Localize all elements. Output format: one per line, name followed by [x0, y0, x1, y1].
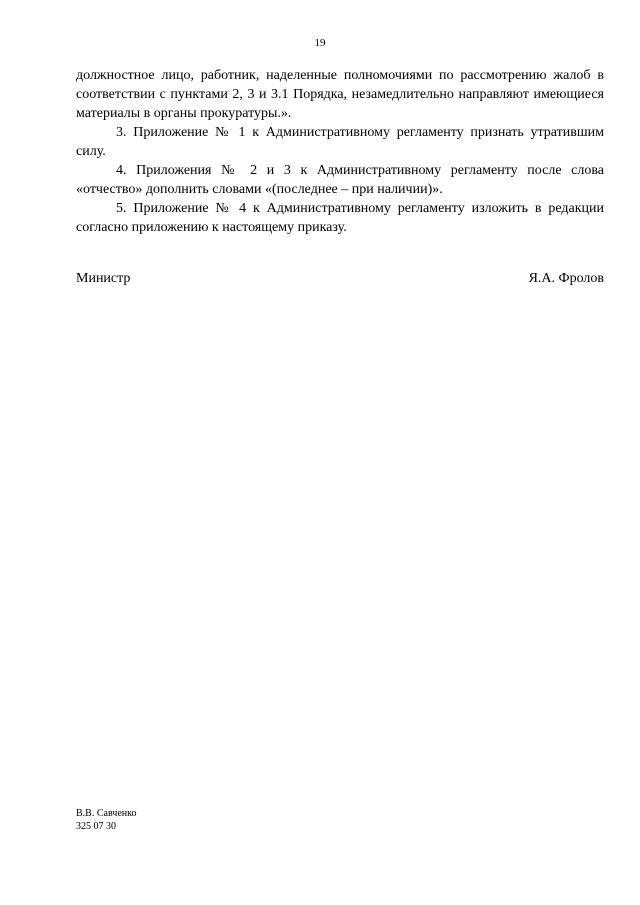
executor-phone: 325 07 30 — [76, 821, 116, 832]
signature-block — [76, 271, 604, 287]
paragraph-item-5: 5. Приложение № 4 к Административному регламенту изложить в редакции согласно приложению к настоящему приказу. — [76, 201, 604, 235]
signatory-position: Министр — [76, 271, 131, 286]
executor-name: В.В. Савченко — [76, 808, 137, 819]
document-body — [76, 66, 604, 237]
executor-block — [76, 807, 136, 833]
paragraph-continuation: должностное лицо, работник, наделенные полномочиями по рассмотрению жалоб в соответствии с пунктами 2, 3 и 3.1 Порядка, незамедлительно направляют имеющиеся материалы в органы прокуратуры.». — [76, 68, 604, 121]
paragraph-item-4: 4. Приложения № 2 и 3 к Административному регламенту после слова «отчество» дополнить словами «(последнее – при наличии)». — [76, 163, 604, 197]
page-number: 19 — [314, 37, 326, 49]
paragraph-item-3: 3. Приложение № 1 к Административному регламенту признать утратившим силу. — [76, 125, 604, 159]
signatory-name: Я.А. Фролов — [528, 271, 604, 286]
